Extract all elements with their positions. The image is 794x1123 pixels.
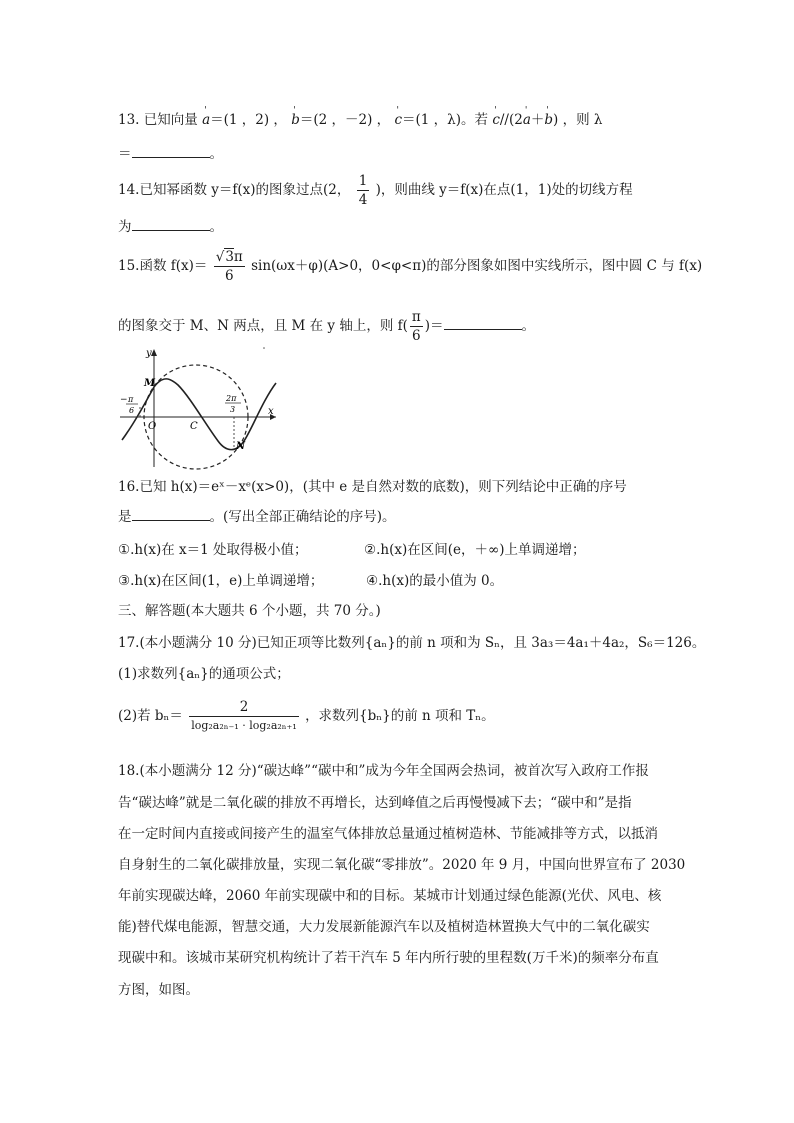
q15-pi6-num: π (411, 309, 421, 325)
label-C: C (190, 421, 198, 432)
x-axis-label: x (268, 406, 274, 417)
section-3-heading (118, 602, 381, 620)
q15-text-b: sin(ωx＋φ)(A>0，0<φ<π)的部分图象如图中实线所示，图中圆 C 与 f(x) (251, 258, 703, 274)
q18-line: 现碳中和。该城市某研究机构统计了若干汽车 5 年内所行驶的里程数(万千米)的频率分布直 (118, 950, 659, 966)
q14-text-b: )，则曲线 y＝f(x)在点(1，1)处的切线方程 (375, 182, 633, 198)
q13-line1 (118, 111, 602, 129)
q14-line1 (118, 172, 633, 209)
vector-c: ' c (394, 111, 402, 129)
label-N: N (236, 441, 246, 452)
q17-line2 (118, 665, 290, 683)
pencil-dot (263, 347, 265, 349)
cond-vector-b: ' b (544, 111, 553, 129)
q16-text: 16.已知 h(x)＝eˣ－xᵉ(x>0)，(其中 e 是自然对数的底数)，则下列结论中正确的序号 (118, 479, 627, 495)
cond-end: ) ，则 λ (553, 112, 603, 128)
q14-fraction (357, 172, 370, 209)
q15-line2 (118, 308, 535, 345)
q13-answer-blank[interactable] (132, 145, 210, 158)
q17-part1: (1)求数列{aₙ}的通项公式； (118, 666, 290, 682)
q16-shi: 是 (118, 509, 132, 525)
q18-line: 年前实现碳达峰，2060 年前实现碳中和的目标。某城市计划通过绿色能源(光伏、风电、核 (118, 888, 662, 904)
vector-b-value: ＝(2 ，－2) ， (299, 112, 391, 128)
cond-mid: //(2 (499, 112, 523, 128)
q15-sine-circle-figure (118, 345, 283, 470)
y-axis-arrow (151, 349, 157, 356)
cond-vector-c: ' c (492, 111, 500, 129)
q14-wei: 为 (118, 219, 132, 235)
label-six: 6 (129, 406, 135, 415)
q17-part2-b: ，求数列{bₙ}的前 n 项和 Tₙ。 (305, 708, 495, 724)
q18-line: 方图，如图。 (118, 982, 199, 998)
vector-a: ' a (202, 111, 210, 129)
q14-answer-blank[interactable] (132, 218, 210, 231)
q15-period: 。 (521, 318, 536, 334)
label-three: 3 (230, 405, 236, 414)
q17-line1 (118, 634, 705, 652)
section-3-text: 三、解答题(本大题共 6 个小题，共 70 分。) (118, 603, 381, 619)
q15-coef-fraction (214, 248, 245, 285)
y-axis-label: y (146, 348, 152, 359)
q15-line1 (118, 248, 702, 285)
q18-line: 在一定时间内直接或间接产生的温室气体排放总量通过植树造林、节能减排等方式，以抵消 (118, 826, 658, 842)
q16-answer-blank[interactable] (132, 508, 210, 521)
q16-options-row2 (118, 572, 504, 590)
q16-option-4: ④.h(x)的最小值为 0。 (366, 573, 504, 589)
q15-pi6-den: 6 (412, 328, 421, 344)
sine-curve (122, 379, 276, 450)
q15-coef-num: √3π (215, 249, 243, 265)
q14-line2 (118, 218, 223, 236)
q17-frac-num: 2 (189, 698, 299, 717)
q16-option-2: ②.h(x)在区间(e，＋∞)上单调递增； (364, 542, 586, 558)
q16-option-3: ③.h(x)在区间(1，e)上单调递增； (118, 573, 324, 589)
q15-pi: π (233, 249, 243, 265)
q13-line2 (118, 145, 223, 163)
q16-option-1: ①.h(x)在 x＝1 处取得极小值； (118, 542, 308, 558)
q14-frac-den: 4 (358, 192, 368, 208)
q18-line: 告“碳达峰”就是二氧化碳的排放不再增长，达到峰值之后再慢慢减下去；“碳中和”是指 (118, 795, 632, 811)
q14-frac-num: 1 (358, 173, 368, 189)
q14-text-a: 14.已知幂函数 y＝f(x)的图象过点(2， (118, 182, 351, 198)
q17-part2-a: (2)若 bₙ＝ (118, 708, 183, 724)
q15-text-a: 15.函数 f(x)＝ (118, 258, 208, 274)
q15-answer-blank[interactable] (444, 317, 522, 330)
label-pi-top: π (128, 395, 134, 404)
q13-equals: ＝ (118, 146, 132, 162)
vector-a-value: ＝(1 ，2) ， (210, 112, 287, 128)
q16-line2 (118, 508, 396, 526)
q17-stem: 17.(本小题满分 10 分)已知正项等比数列{aₙ}的前 n 项和为 Sₙ，且 3a₃＝4a₁＋4a₂，S₆＝126。 (118, 635, 706, 651)
label-neg-sign: − (120, 395, 128, 405)
q18-line: 自身射生的二氧化碳排放量，实现二氧化碳“零排放”。2020 年 9 月，中国向世界宣布了 2030 (118, 857, 686, 873)
q16-options-row1 (118, 541, 586, 559)
q18-line: 能)替代煤电能源，智慧交通，大力发展新能源汽车以及植树造林置换大气中的二氧化碳实 (118, 919, 650, 935)
q18-line: 18.(本小题满分 12 分)“碳达峰”“碳中和”成为今年全国两会热词，被首次写入政府工作报 (118, 763, 649, 779)
q15-pi6-fraction (410, 308, 423, 345)
cond-plus: ＋ (530, 112, 545, 128)
q15-equals: )＝ (424, 318, 444, 334)
vector-b: ' b (291, 111, 300, 129)
q13-period: 。 (209, 146, 223, 162)
q14-period: 。 (209, 219, 223, 235)
q15-text-c: 的图象交于 M、N 两点，且 M 在 y 轴上，则 f( (118, 318, 408, 334)
q15-sqrt-3: 3 (225, 249, 234, 265)
q17-frac-den: log₂a₂ₙ₋₁ · log₂a₂ₙ₊₁ (191, 719, 297, 732)
q17-line3 (118, 698, 495, 735)
label-O: O (148, 421, 157, 432)
vector-c-value: ＝(1 ，λ)。若 (402, 112, 489, 128)
cond-vector-a: ' a (523, 111, 531, 129)
label-M: M (144, 378, 156, 389)
q13-prefix: 13. 已知向量 (118, 112, 198, 128)
q16-line1 (118, 478, 627, 496)
q17-bn-fraction (189, 698, 299, 735)
label-two-pi: 2π (226, 394, 237, 403)
q16-instruction: 。(写出全部正确结论的序号)。 (209, 509, 396, 525)
q15-coef-den: 6 (224, 268, 234, 284)
